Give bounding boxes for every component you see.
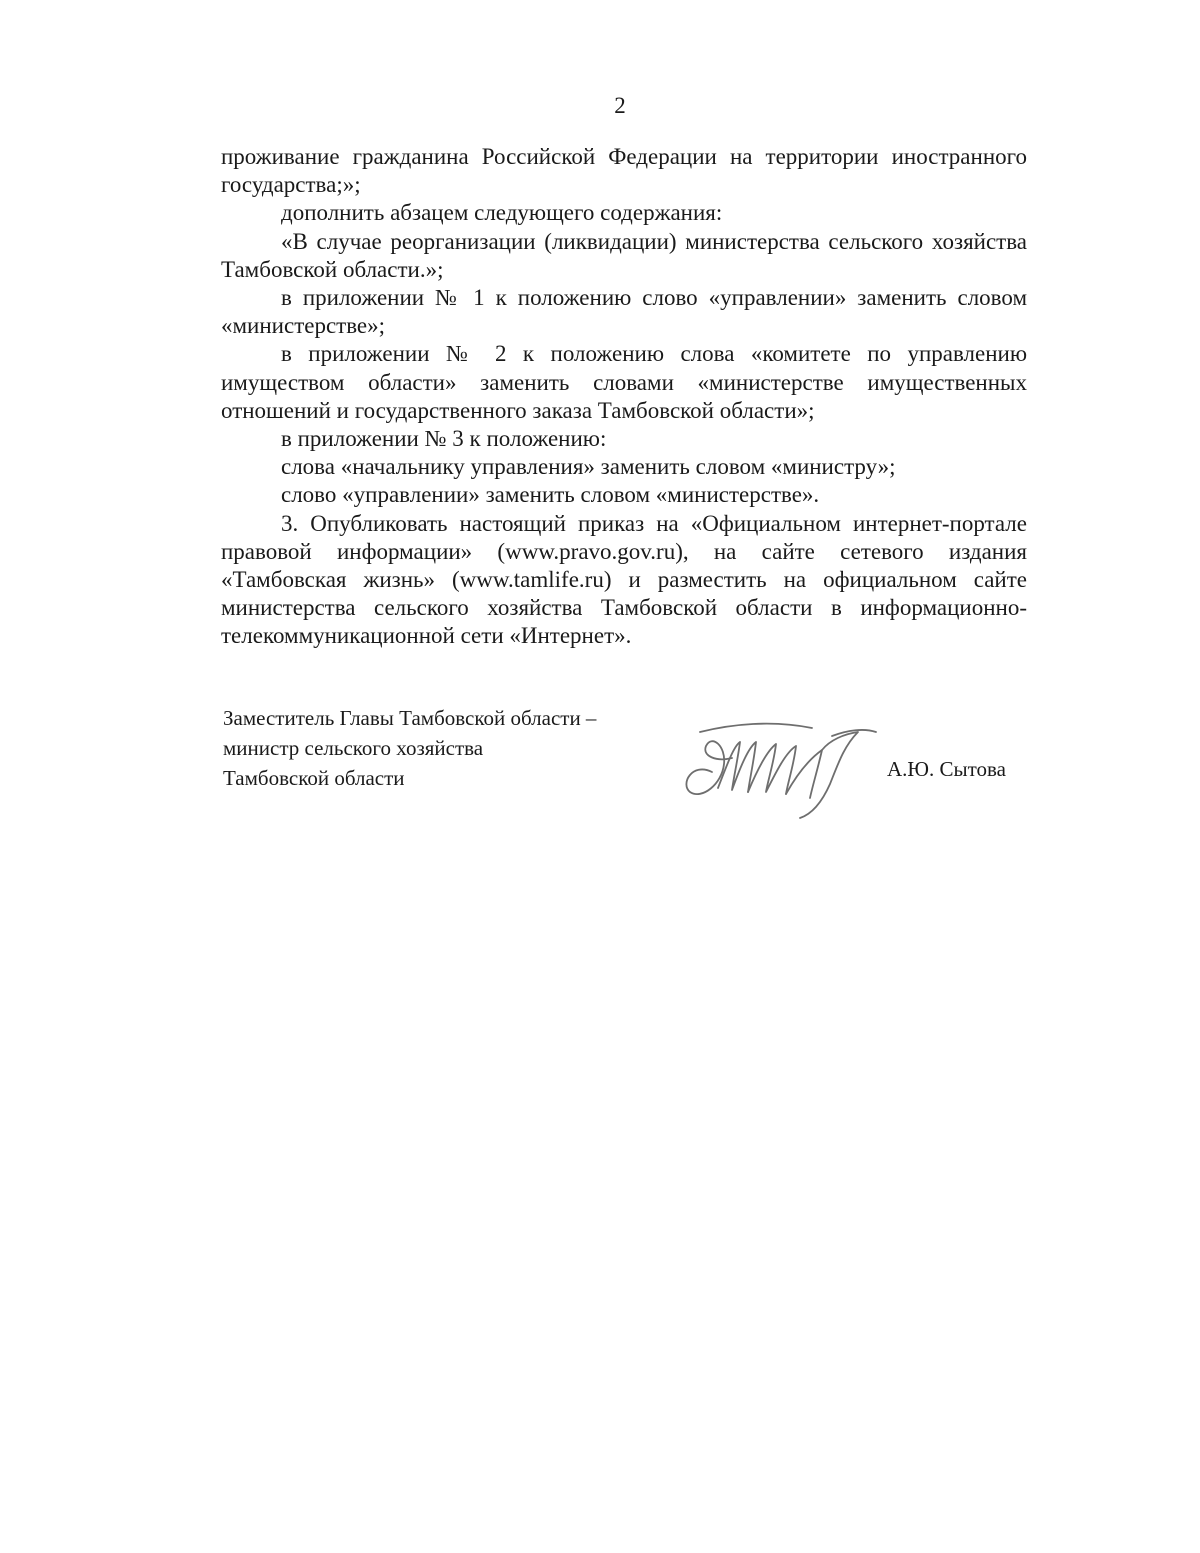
handwritten-signature [672, 702, 882, 822]
page-number: 2 [614, 93, 626, 118]
paragraph: в приложении № 3 к положению: [281, 426, 607, 452]
paragraph: проживание гражданина Российской Федерации на территории иностранного государства;»; [221, 144, 1027, 198]
paragraph: «В случае реорганизации (ликвидации) министерства сельского хозяйства Тамбовской области.»; [221, 228, 1027, 282]
signature-stroke [700, 724, 812, 732]
position-line: Заместитель Главы Тамбовской области – [223, 706, 597, 730]
paragraph: в приложении № 2 к положению слова «комитете по управлению имуществом области» заменить словами «министерстве имущественных отношений и государственного заказа Тамбовской области»; [221, 341, 1027, 423]
position-line: Тамбовской области [223, 766, 405, 790]
position-line: министр сельского хозяйства [223, 736, 484, 760]
paragraph: 3. Опубликовать настоящий приказ на «Официальном интернет-портале правовой информации» (www.pravo.gov.ru), на сайте сетевого издания «Тамбовская жизнь» (www.tamlife.ru) и разместить на официальном сайте министерства сельского хозяйства Тамбовской области в информационно-телекоммуникационной сети «Интернет». [221, 510, 1027, 649]
signature-stroke [800, 732, 858, 818]
paragraph: в приложении № 1 к положению слово «управлении» заменить словом «министерстве»; [221, 285, 1027, 339]
signatory-position [223, 703, 663, 793]
paragraph: слово «управлении» заменить словом «министерстве». [281, 482, 820, 508]
paragraph: слова «начальнику управления» заменить словом «министру»; [281, 454, 896, 480]
signatory-name: А.Ю. Сытова [887, 757, 1006, 781]
paragraph: дополнить абзацем следующего содержания: [281, 200, 723, 226]
document-body [221, 143, 1027, 651]
